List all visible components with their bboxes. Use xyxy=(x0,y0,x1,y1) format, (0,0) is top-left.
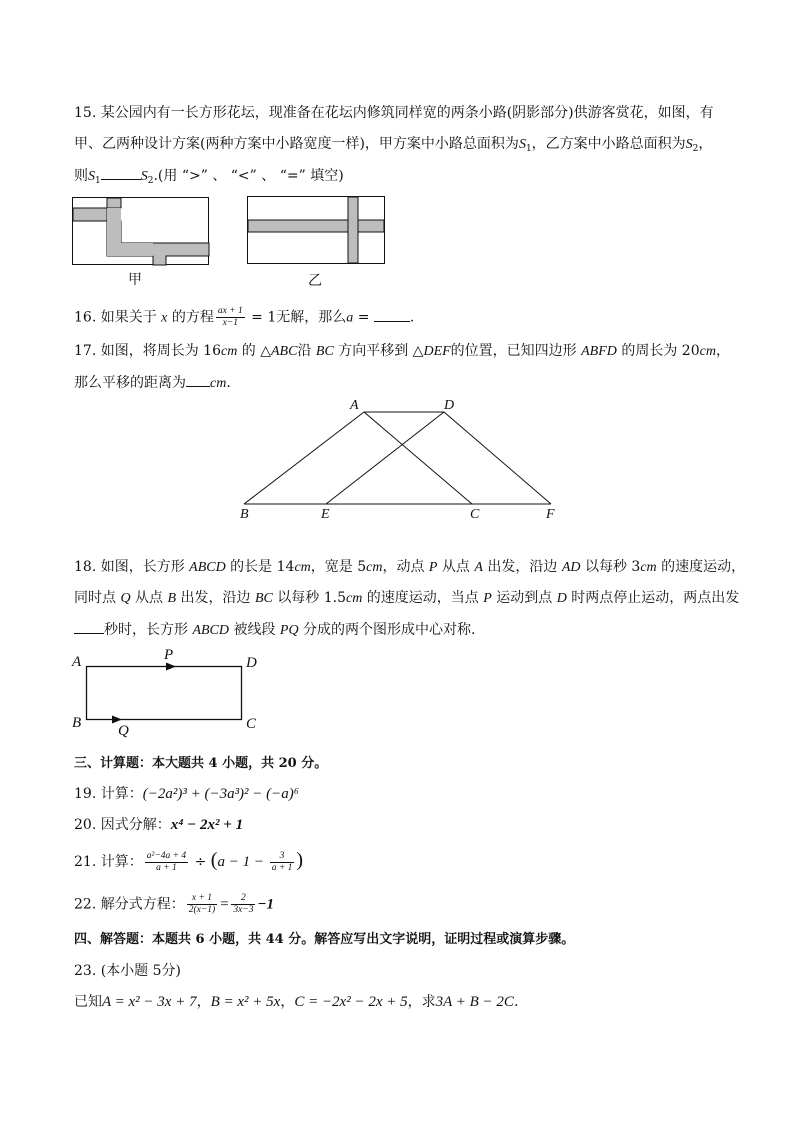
q17-line2: 那么平移的距离为 cm. xyxy=(74,372,231,394)
rect-label-Q: Q xyxy=(118,723,129,739)
label-A: A xyxy=(350,398,359,413)
q23-title: 23. (本小题 5分) xyxy=(74,963,181,979)
fraction: $\frac{3}{a + 1}$ xyxy=(271,850,293,873)
answer-blank xyxy=(74,619,104,634)
q23-line: 已知A = x² − 3x + 7，B = x² + 5x，C = −2x² − 2x + 5，求3A + B − 2C. xyxy=(74,994,519,1010)
answer-blank xyxy=(186,372,210,387)
rect-label-B: B xyxy=(72,715,82,731)
rect-label-P: P xyxy=(164,647,174,663)
answer-blank xyxy=(374,307,410,322)
label-D: D xyxy=(444,398,455,413)
q15-line1: 15. 某公园内有一长方形花坛，现准备在花坛内修筑同样宽的两条小路(阴影部分)供游客赏花，如图，有 xyxy=(74,105,714,121)
fraction: $\frac{ax + 1}{x-1}$ xyxy=(217,306,243,328)
rect-label-D: D xyxy=(246,655,257,671)
rect-label-C: C xyxy=(246,716,257,732)
label-C: C xyxy=(470,507,480,522)
fraction: $\frac{\text{a²−4a + 4}}{a + 1}$ xyxy=(146,850,187,873)
q17-line1: 17. 如图，将周长为 16cm 的 △ABC沿 BC 方向平移到 △DEF的位置，已知四边形 ABFD 的周长为 20cm， xyxy=(74,343,730,359)
q20-line: 20. 因式分解：x⁴ − 2x² + 1 xyxy=(74,817,244,833)
path-horizontal xyxy=(248,220,384,232)
figure-rectangle xyxy=(80,660,250,726)
fraction: $\frac{2}{3x-3}$ xyxy=(233,893,254,915)
q18-line1: 18. 如图，长方形 ABCD 的长是 14cm，宽是 5cm，动点 P 从点 A 出发，沿边 AD 以每秒 3cm 的速度运动， xyxy=(74,559,746,575)
q22-line: 22. 解分式方程： $\frac{x + 1}{2(x-1)}$ = $\frac{2}{3x-3}$ −1 xyxy=(74,893,275,915)
q18-line2: 同时点 Q 从点 B 出发，沿边 BC 以每秒 1.5cm 的速度运动，当点 P 运动到点 D 时两点停止运动，两点出发 xyxy=(74,590,740,606)
section-4-heading: 四、解答题：本题共 6 小题，共 44 分。解答应写出文字说明，证明过程或演算步骤。 xyxy=(74,932,575,947)
q16-line: 16. 如果关于 x 的方程 $\frac{ax + 1}{x-1}$ = 1无解，那么a = . xyxy=(74,306,415,328)
label-F: F xyxy=(546,507,555,522)
section-3-heading: 三、计算题：本大题共 4 小题，共 20 分。 xyxy=(74,756,328,771)
caption-jia: 甲 xyxy=(128,272,142,288)
figure-yi xyxy=(247,196,387,266)
q15-line3: 则$S_1$ $S_2$.(用 “>” 、 “<” 、 “=” 填空) xyxy=(74,165,344,187)
label-B: B xyxy=(240,507,249,522)
caption-yi: 乙 xyxy=(308,273,322,289)
q19-line: 19. 计算：(−2a²)³ + (−3a³)² − (−a)⁶ xyxy=(74,786,300,802)
fraction: $\frac{x + 1}{2(x-1)}$ xyxy=(188,893,216,915)
figure-jia xyxy=(72,197,210,267)
q15-line2: 甲、乙两种设计方案(两种方案中小路宽度一样)，甲方案中小路总面积为$S_1$，乙方案中小路总面积为$S_2$， xyxy=(74,136,713,154)
figure-translation xyxy=(240,405,560,510)
q18-line3: 秒时，长方形 ABCD 被线段 PQ 分成的两个图形成中心对称. xyxy=(74,619,476,641)
label-E: E xyxy=(321,507,330,522)
answer-blank xyxy=(101,165,141,180)
q21-line: 21. 计算： $\frac{\text{a²−4a + 4}}{a + 1}$ ÷ (a − 1 − $\frac{3}{a + 1}$ ) xyxy=(74,849,304,873)
rect-label-A: A xyxy=(72,654,82,670)
